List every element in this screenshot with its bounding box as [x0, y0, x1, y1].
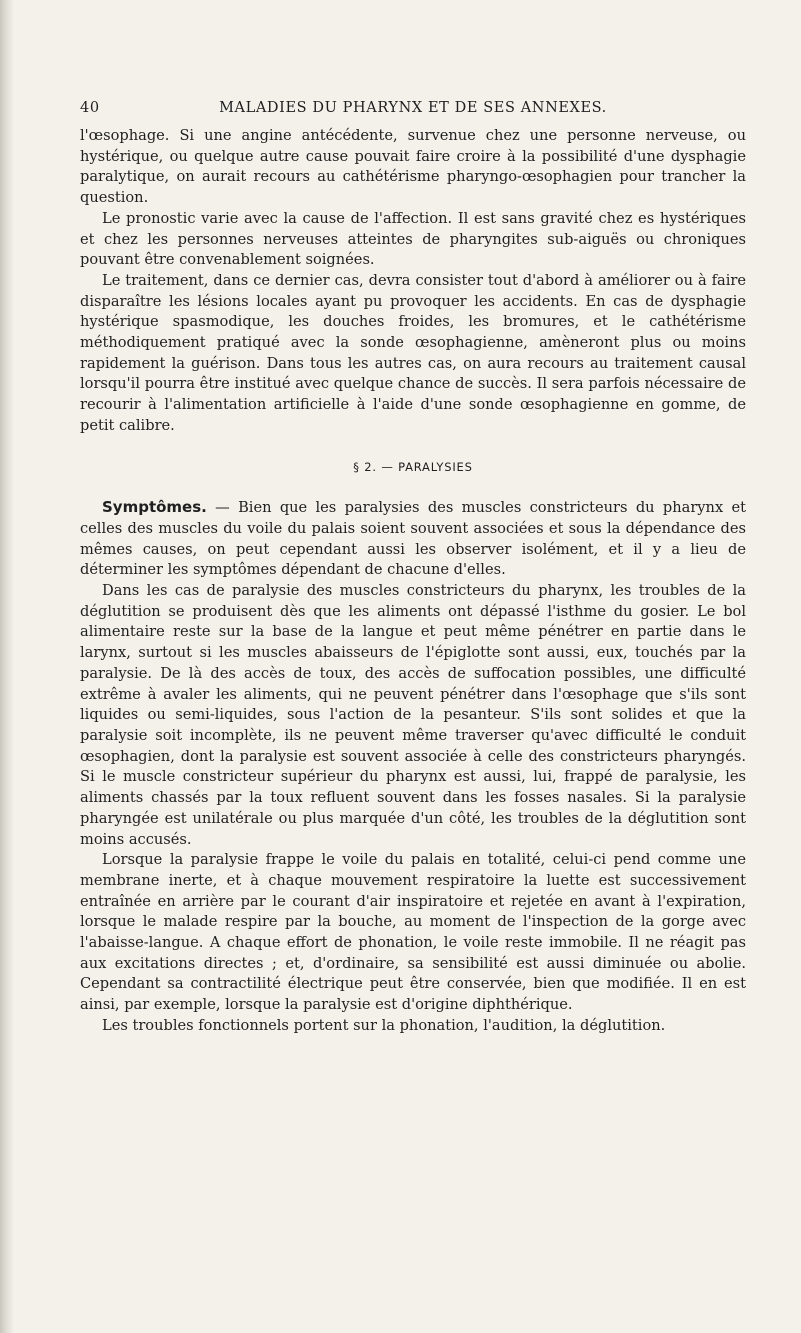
paragraph-intro-continued: l'œsophage. Si une angine antécédente, survenue chez une personne nerveuse, ou hystérique, ou quelque autre cause pouvait faire croire à la possibilité d'une dysphagie paralytique, on aurait recours au cathétérisme pharyngo-œsophagien pour trancher la question. [80, 127, 746, 207]
section-heading: § 2. — PARALYSIES [353, 459, 473, 474]
paragraph-functional-troubles: Les troubles fonctionnels portent sur la phonation, l'audition, la déglutition. [102, 1016, 666, 1034]
paragraph-prognosis: Le pronostic varie avec la cause de l'affection. Il est sans gravité chez es hystériques et chez les personnes nerveuses atteintes de pharyngites sub-aiguës ou chroniques pouvant être convenablement soignées. [80, 209, 746, 269]
running-title: MALADIES DU PHARYNX ET DE SES ANNEXES. [219, 100, 607, 116]
paragraph-soft-palate: Lorsque la paralysie frappe le voile du palais en totalité, celui-ci pend comme une membrane inerte, et à chaque mouvement respiratoire la luette est successivement entraînée en arrière par le courant d'air inspiratoire et rejetée en avant à l'expiration, lorsque le malade respire par la bouche, au moment de l'inspection de la gorge avec l'abaisse-langue. A chaque effort de phonation, le voile reste immobile. Il ne réagit pas aux excitations directes ; et, d'ordinaire, sa sensibilité est aussi diminuée ou abolie. Cependant sa contractilité électrique peut être conservée, bien que modifiée. Il en est ainsi, par exemple, lorsque la paralysie est d'origine diphthérique. [80, 851, 746, 1014]
paragraph-treatment: Le traitement, dans ce dernier cas, devra consister tout d'abord à améliorer ou à faire disparaître les lésions locales ayant pu provoquer les accidents. En cas de dysphagie hystérique spasmodique, les douches froides, les bromures, et le cathétérisme méthodiquement pratiqué avec la sonde œsophagienne, amèneront plus ou moins rapidement la guérison. Dans tous les autres cas, on aura recours au traitement causal lorsqu'il pourra être institué avec quelque chance de succès. Il sera parfois nécessaire de recourir à l'alimentation artificielle à l'aide d'une sonde œsophagienne en gomme, de petit calibre. [80, 271, 746, 434]
paragraph-symptoms [80, 497, 746, 581]
paragraph-constrictors: Dans les cas de paralysie des muscles constricteurs du pharynx, les troubles de la déglutition se produisent dès que les aliments ont dépassé l'isthme du gosier. Le bol alimentaire reste sur la base de la langue et peut même pénétrer en partie dans le larynx, surtout si les muscles abaisseurs de l'épiglotte sont aussi, eux, touchés par la paralysie. De là des accès de toux, des accès de suffocation possibles, une difficulté extrême à avaler les aliments, qui ne peuvent pénétrer dans l'œsophage que s'ils sont liquides ou semi-liquides, sous l'action de la pesanteur. S'ils sont solides et que la paralysie soit incomplète, ils ne peuvent même traverser qu'avec difficulté le conduit œsophagien, dont la paralysie est souvent associée à celle des constricteurs pharyngés. Si le muscle constricteur supérieur du pharynx est aussi, lui, frappé de paralysie, les aliments chassés par la toux refluent souvent dans les fosses nasales. Si la paralysie pharyngée est unilatérale ou plus marquée d'un côté, les troubles de la déglutition sont moins accusés. [80, 582, 746, 848]
runin-title: Symptômes. [102, 498, 207, 517]
body-text [80, 126, 746, 1037]
running-head [80, 100, 746, 122]
paragraph-symptoms-text: — Bien que les paralysies des muscles constricteurs du pharynx et celles des muscles du voile du palais soient souvent associées et sous la dépendance des mêmes causes, on peut cependant aussi les observer isolément, et il y a lieu de déterminer les symptômes dépendant de chacune d'elles. [80, 499, 746, 579]
book-page [80, 100, 746, 1037]
page-binding-edge [0, 0, 14, 1333]
page-number: 40 [80, 100, 100, 116]
